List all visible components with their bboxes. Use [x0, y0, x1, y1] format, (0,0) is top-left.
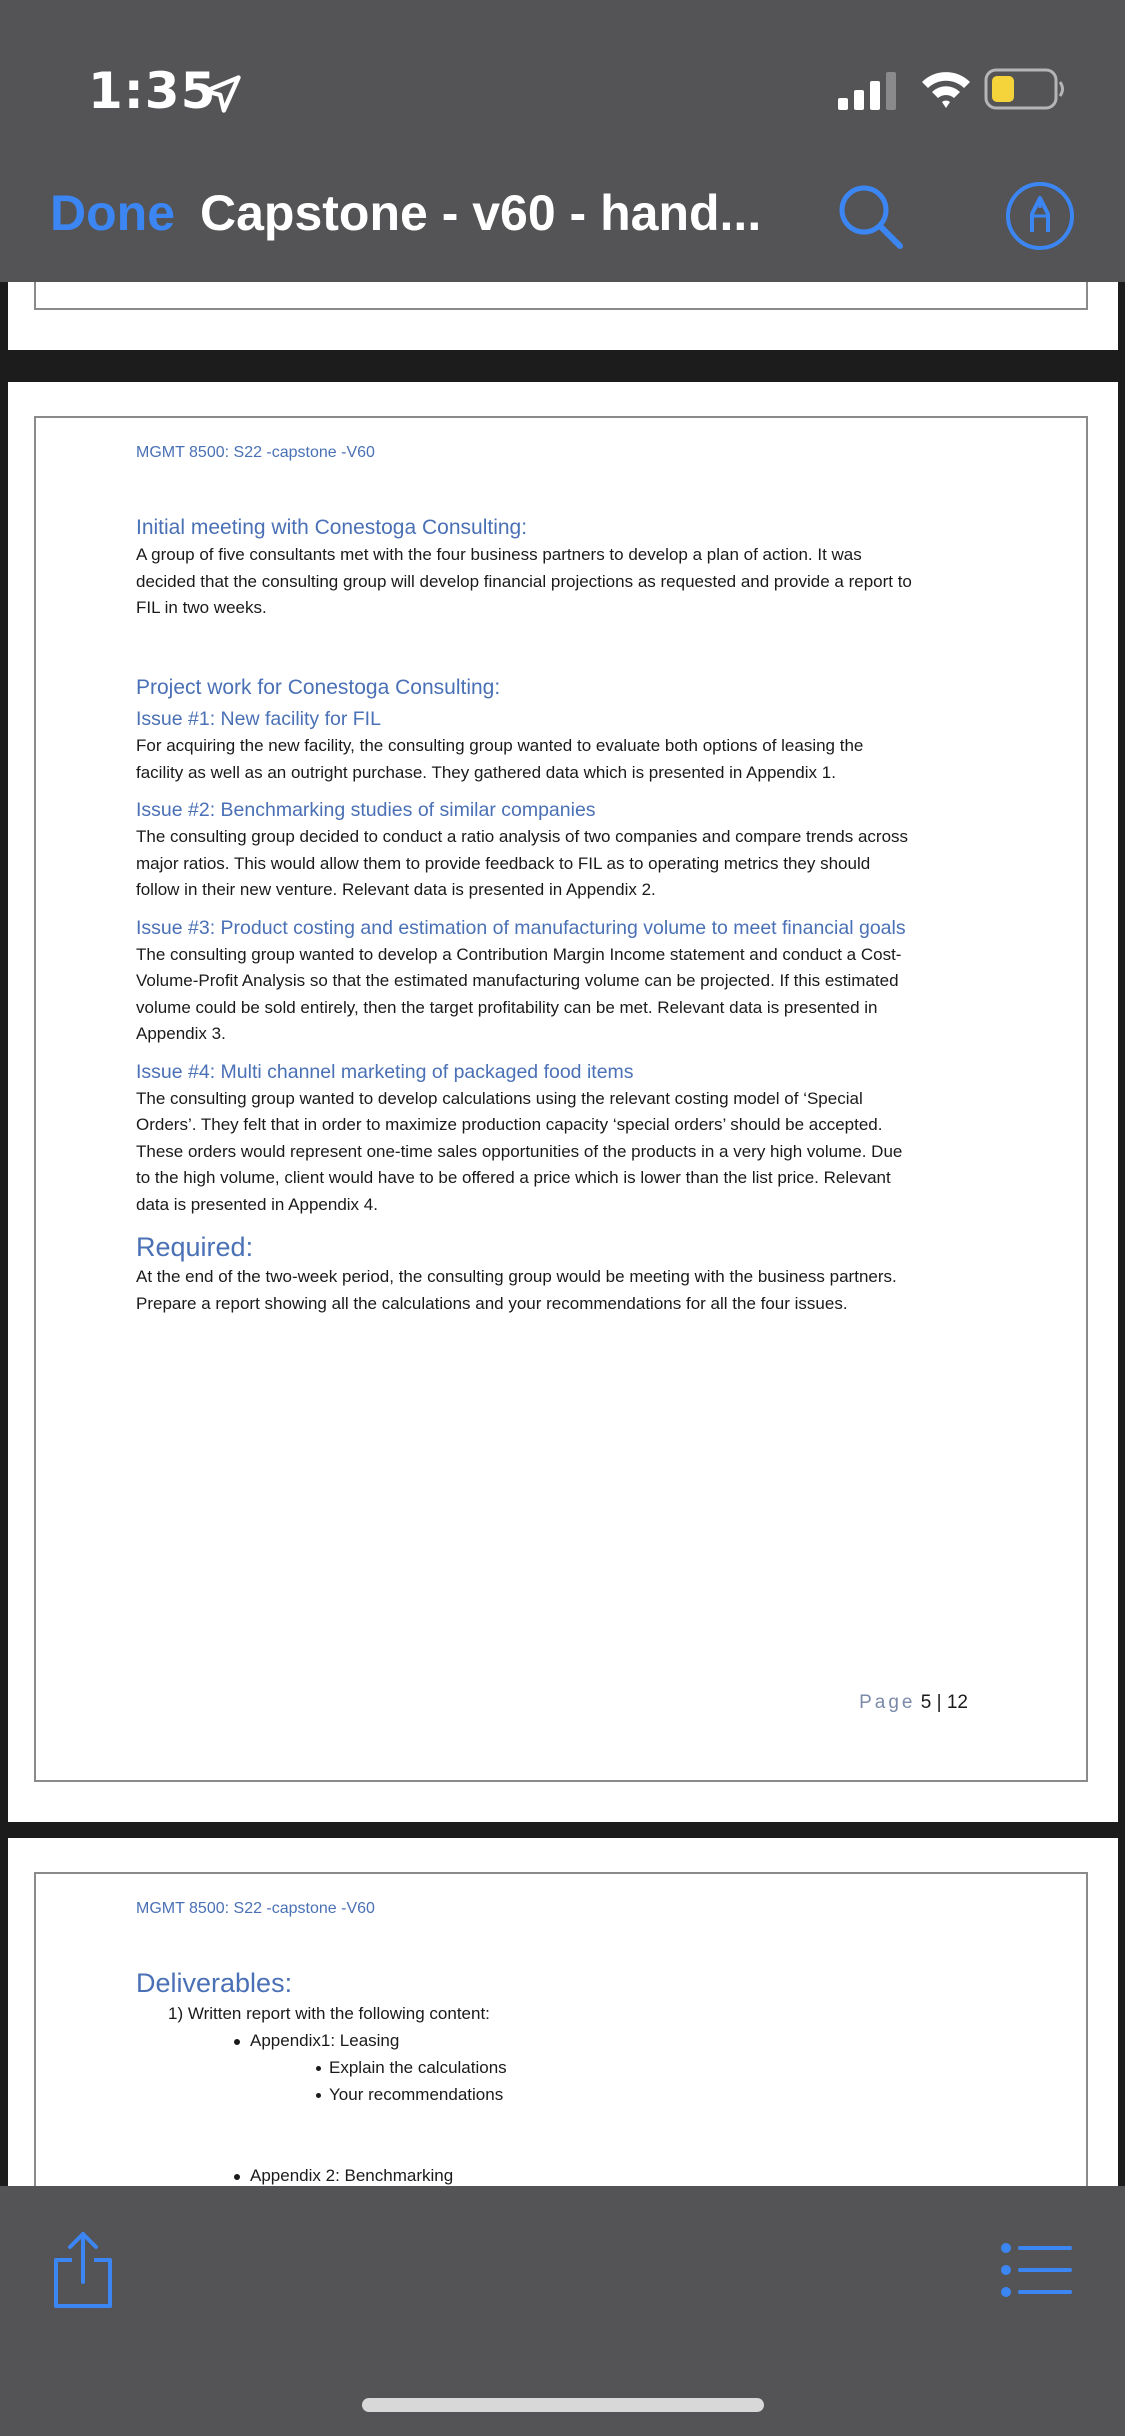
page-separator: |	[936, 1692, 942, 1713]
list-item	[136, 2162, 996, 2186]
home-indicator[interactable]	[362, 2398, 764, 2412]
issue-title: Issue #2: Benchmarking studies of similar companies	[136, 799, 596, 821]
list-item: 1) Written report with the following content:	[168, 2004, 490, 2023]
page-current: 5	[920, 1692, 932, 1713]
page-header: MGMT 8500: S22 -capstone -V60	[136, 1900, 375, 1917]
document-viewer[interactable]	[0, 282, 1125, 2186]
list-item	[136, 2054, 996, 2081]
cellular-signal-icon	[838, 72, 898, 110]
text-line: facility as well as an outright purchase. They gathered data which is presented in Appendix 1.	[136, 762, 836, 782]
battery-icon	[984, 68, 1066, 110]
text-line: A group of five consultants met with the four business partners to develop a plan of action. It was	[136, 545, 862, 564]
text-line: major ratios. This would allow them to provide feedback to FIL as to operating metrics they should	[136, 853, 871, 873]
page-6	[8, 1838, 1118, 2186]
list-outline-icon[interactable]	[1000, 2242, 1072, 2298]
section-deliverables	[136, 1966, 996, 2186]
sub-point: Explain the calculations	[329, 2058, 507, 2077]
nav-bar	[0, 160, 1125, 282]
section-project-work	[136, 674, 996, 1317]
page-border	[34, 282, 1088, 310]
list-item	[136, 2027, 996, 2054]
text-line: The consulting group decided to conduct a ratio analysis of two companies and compare trends across	[136, 827, 909, 846]
issue-title: Issue #1: New facility for FIL	[136, 708, 381, 730]
required-title: Required:	[136, 1232, 254, 1262]
page-header: MGMT 8500: S22 -capstone -V60	[136, 444, 375, 461]
page-5	[8, 382, 1118, 1822]
sub-item-label: Appendix 2: Benchmarking	[250, 2166, 454, 2185]
sub-item-label: Appendix1: Leasing	[250, 2031, 400, 2050]
page-4-tail	[8, 282, 1118, 350]
section-title: Initial meeting with Conestoga Consulting:	[136, 516, 528, 539]
text-line: to the high volume, client would have to be offered a price which is lower than the list price. Relevant	[136, 1168, 891, 1187]
status-time: 1:35	[88, 62, 217, 120]
done-button[interactable]: Done	[50, 185, 175, 241]
text-line: FIL in two weeks.	[136, 598, 267, 617]
text-line: volume could be sold entirely, then the target profitability can be met. Relevant data is presented in	[136, 997, 878, 1017]
status-bar	[0, 0, 1125, 160]
page-number	[859, 1692, 968, 1714]
wifi-icon	[920, 68, 972, 110]
text-line: The consulting group wanted to develop a Contribution Margin Income statement and conduct a Cost-	[136, 944, 902, 964]
text-line: Appendix 3.	[136, 1024, 226, 1043]
text-line: Volume-Profit Analysis so that the estimated manufacturing volume can be projected. If this estimated	[136, 971, 899, 990]
text-line: decided that the consulting group will develop financial projections as requested and provide a report to	[136, 571, 912, 591]
sub-point: Your recommendations	[329, 2085, 504, 2104]
issue-title: Issue #3: Product costing and estimation of manufacturing volume to meet financial goals	[136, 916, 906, 939]
section-title: Project work for Conestoga Consulting:	[136, 676, 501, 699]
text-line: For acquiring the new facility, the consulting group wanted to evaluate both options of leasing the	[136, 736, 864, 755]
document-title: Capstone - v60 - hand...	[200, 185, 762, 241]
page-total: 12	[946, 1692, 968, 1713]
markup-pen-icon[interactable]	[1004, 180, 1076, 252]
text-line: These orders would represent one-time sales opportunities of the products in a very high volume. Due	[136, 1141, 903, 1161]
share-icon[interactable]	[52, 2230, 114, 2310]
section-initial-meeting	[136, 514, 996, 622]
magnifier-icon[interactable]	[836, 182, 906, 252]
text-line: The consulting group wanted to develop calculations using the relevant costing model of ‘Special	[136, 1088, 863, 1108]
deliverables-title: Deliverables:	[136, 1968, 293, 1998]
text-line: data is presented in Appendix 4.	[136, 1194, 378, 1214]
text-line: Orders’. They felt that in order to maximize production capacity ‘special orders’ should be accepted.	[136, 1115, 883, 1134]
text-line: At the end of the two-week period, the consulting group would be meeting with the business partners.	[136, 1267, 897, 1286]
issue-title: Issue #4: Multi channel marketing of packaged food items	[136, 1060, 634, 1083]
location-arrow-icon	[200, 72, 244, 116]
text-line: Prepare a report showing all the calculations and your recommendations for all the four issues.	[136, 1293, 848, 1313]
page-label: Page	[859, 1692, 916, 1713]
text-line: follow in their new venture. Relevant data is presented in Appendix 2.	[136, 880, 656, 899]
list-item	[136, 2081, 996, 2108]
